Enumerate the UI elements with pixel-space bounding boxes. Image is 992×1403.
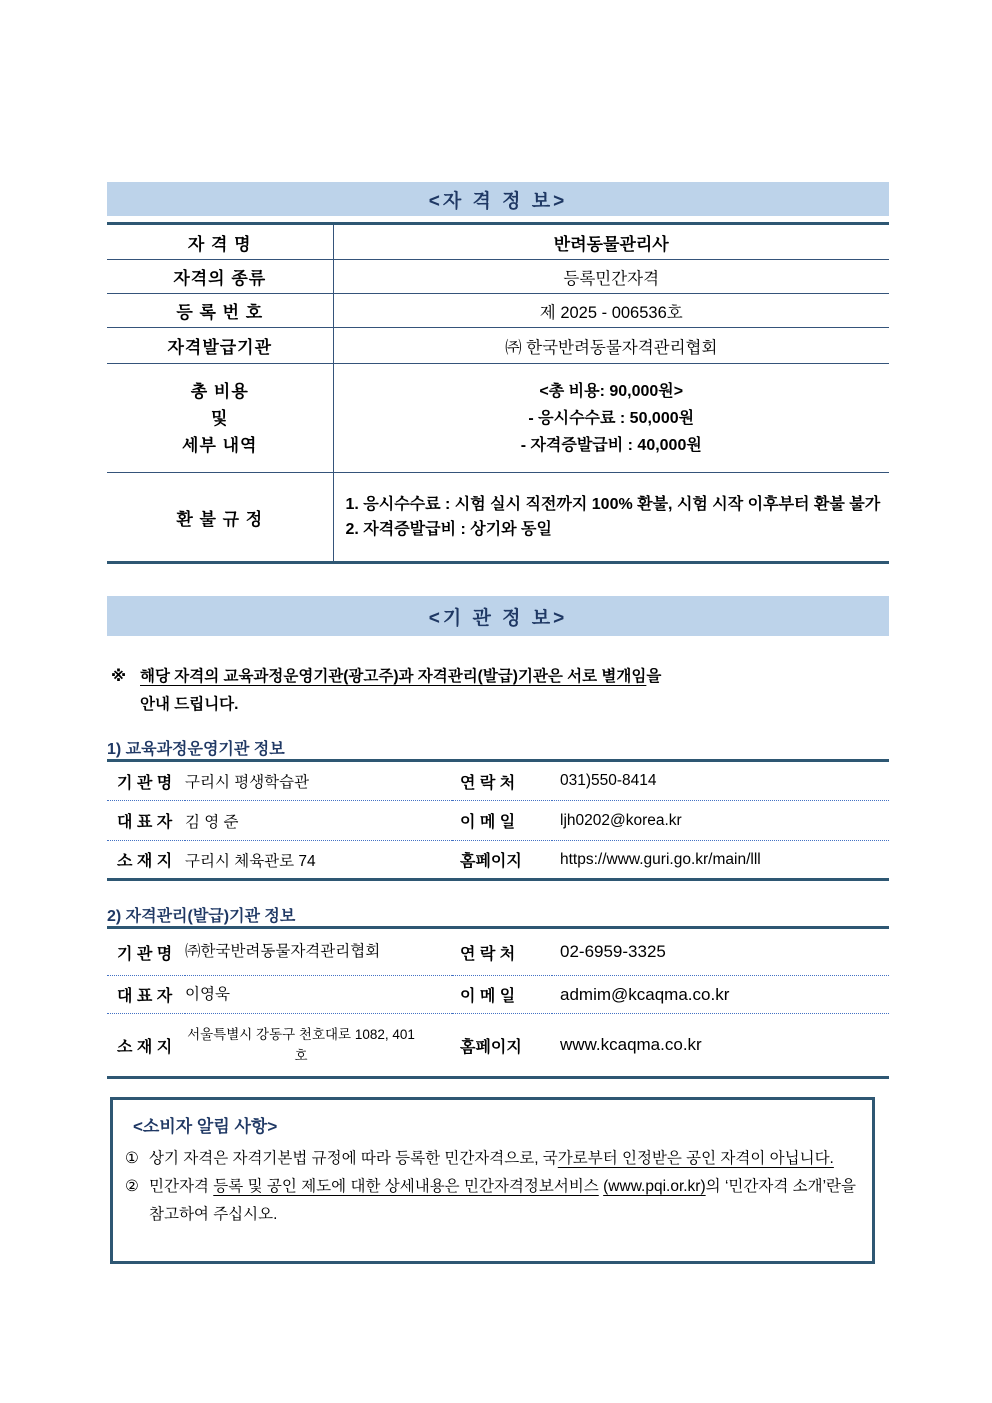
notice-second-line: 안내 드립니다.	[140, 696, 239, 713]
homepage-value: https://www.guri.go.kr/main/lll	[560, 850, 761, 868]
contact-value: 02-6959-3325	[552, 928, 889, 976]
table-row	[107, 224, 889, 260]
table-row	[107, 761, 889, 801]
table-row	[107, 294, 889, 328]
item2-trailing-text: 의 ‘민간자격 소개’란을 참고하여 주십시오.	[149, 1178, 857, 1223]
issuing-org-value: ㈜ 한국반려동물자격관리협회	[333, 328, 889, 364]
address-label: 소 재 지	[117, 1038, 173, 1056]
organization-info-header	[107, 596, 889, 636]
item2-plain-text: 민간자격	[149, 1178, 214, 1195]
table-row	[107, 260, 889, 294]
org-name-value: 구리시 평생학습관	[185, 761, 452, 801]
org-name-label: 기 관 명	[107, 928, 185, 976]
homepage-value: www.kcaqma.co.kr	[560, 1035, 702, 1054]
cost-label-line: 세부 내역	[182, 435, 258, 455]
address-value: 서울특별시 강동구 천호대로 1082, 401호	[187, 1027, 415, 1063]
cost-label-line: 총 비용	[190, 381, 249, 401]
table-row-cost	[107, 364, 889, 473]
table-row	[107, 976, 889, 1014]
cert-org-table	[107, 926, 889, 1079]
email-value: ljh0202@korea.kr	[552, 801, 889, 841]
reference-mark: ※	[111, 668, 127, 685]
education-org-table	[107, 759, 889, 881]
address-label: 소 재 지	[117, 853, 173, 870]
notice-tail-text: 을	[646, 668, 662, 685]
cert-org-heading: 2) 자격관리(발급)기관 정보	[107, 908, 296, 925]
representative-value: 이영욱	[185, 976, 452, 1014]
cost-exam-fee-line: - 응시수수료 : 50,000원	[528, 409, 695, 427]
total-cost-value	[333, 364, 889, 473]
circled-one-marker: ①	[125, 1150, 139, 1167]
consumer-notice-item-2	[125, 1173, 856, 1229]
table-row	[107, 1014, 889, 1078]
refund-rule-1: 1. 응시수수료 : 시험 실시 직전까지 100% 환불, 시험 시작 이후부터 환불 불가	[345, 496, 881, 513]
email-label: 이 메 일	[452, 976, 552, 1014]
item1-underlined-text: 가로부터 인정받은 공인 자격이 아닙니다.	[557, 1150, 834, 1167]
homepage-label: 홈페이지	[460, 853, 522, 870]
qualification-info-title: <자 격 정 보>	[428, 190, 568, 212]
representative-label: 대 표 자	[107, 976, 185, 1014]
separate-org-notice	[107, 663, 889, 719]
qual-name-value: 반려동물관리사	[333, 224, 889, 260]
issuing-org-label: 자격발급기관	[107, 328, 333, 364]
document-content	[107, 0, 889, 1264]
registration-number-label: 등 록 번 호	[107, 294, 333, 328]
qual-type-label: 자격의 종류	[107, 260, 333, 294]
table-row	[107, 928, 889, 976]
qualification-table	[107, 222, 889, 564]
email-value: admim@kcaqma.co.kr	[552, 976, 889, 1014]
organization-info-title: <기 관 정 보>	[428, 607, 568, 629]
total-cost-label	[107, 364, 333, 473]
qual-name-label: 자 격 명	[107, 224, 333, 260]
refund-policy-label: 환 불 규 정	[107, 473, 333, 563]
cost-total-line: <총 비용: 90,000원>	[539, 382, 684, 400]
table-row	[107, 328, 889, 364]
item1-plain-text: 상기 자격은 자격기본법 규정에 따라 등록한 민간자격으로, 국	[149, 1150, 558, 1167]
homepage-label: 홈페이지	[460, 1038, 522, 1056]
representative-value: 김 영 준	[185, 801, 452, 841]
education-org-heading: 1) 교육과정운영기관 정보	[107, 741, 285, 758]
refund-rule-2: 2. 자격증발급비 : 상기와 동일	[345, 521, 552, 538]
item2-underlined-text: 등록 및 공인 제도에 대한 상세내용은 민간자격정보서비스	[213, 1178, 599, 1195]
consumer-notice-box	[110, 1097, 875, 1264]
contact-label: 연 락 처	[452, 928, 552, 976]
representative-label: 대 표 자	[107, 801, 185, 841]
table-row	[107, 841, 889, 880]
table-row-refund	[107, 473, 889, 563]
cost-label-line: 및	[211, 408, 229, 428]
email-label: 이 메 일	[452, 801, 552, 841]
org-name-label: 기 관 명	[107, 761, 185, 801]
item2-underlined-url: (www.pqi.or.kr)	[603, 1178, 706, 1195]
consumer-notice-item-1	[125, 1145, 856, 1173]
consumer-notice-title: <소비자 알림 사항>	[133, 1117, 278, 1136]
address-value: 구리시 체육관로 74	[185, 852, 316, 870]
qual-type-value: 등록민간자격	[333, 260, 889, 294]
contact-label: 연 락 처	[452, 761, 552, 801]
registration-number-value: 제 2025 - 006536호	[333, 294, 889, 328]
cost-cert-fee-line: - 자격증발급비 : 40,000원	[520, 436, 702, 454]
qualification-info-header	[107, 182, 889, 216]
refund-policy-value	[333, 473, 889, 563]
circled-two-marker: ②	[125, 1178, 139, 1195]
table-row	[107, 801, 889, 841]
contact-value: 031)550-8414	[552, 761, 889, 801]
notice-underlined-text: 해당 자격의 교육과정운영기관(광고주)과 자격관리(발급)기관은 서로 별개임	[140, 668, 647, 685]
org-name-value: ㈜한국반려동물자격관리협회	[185, 928, 452, 976]
